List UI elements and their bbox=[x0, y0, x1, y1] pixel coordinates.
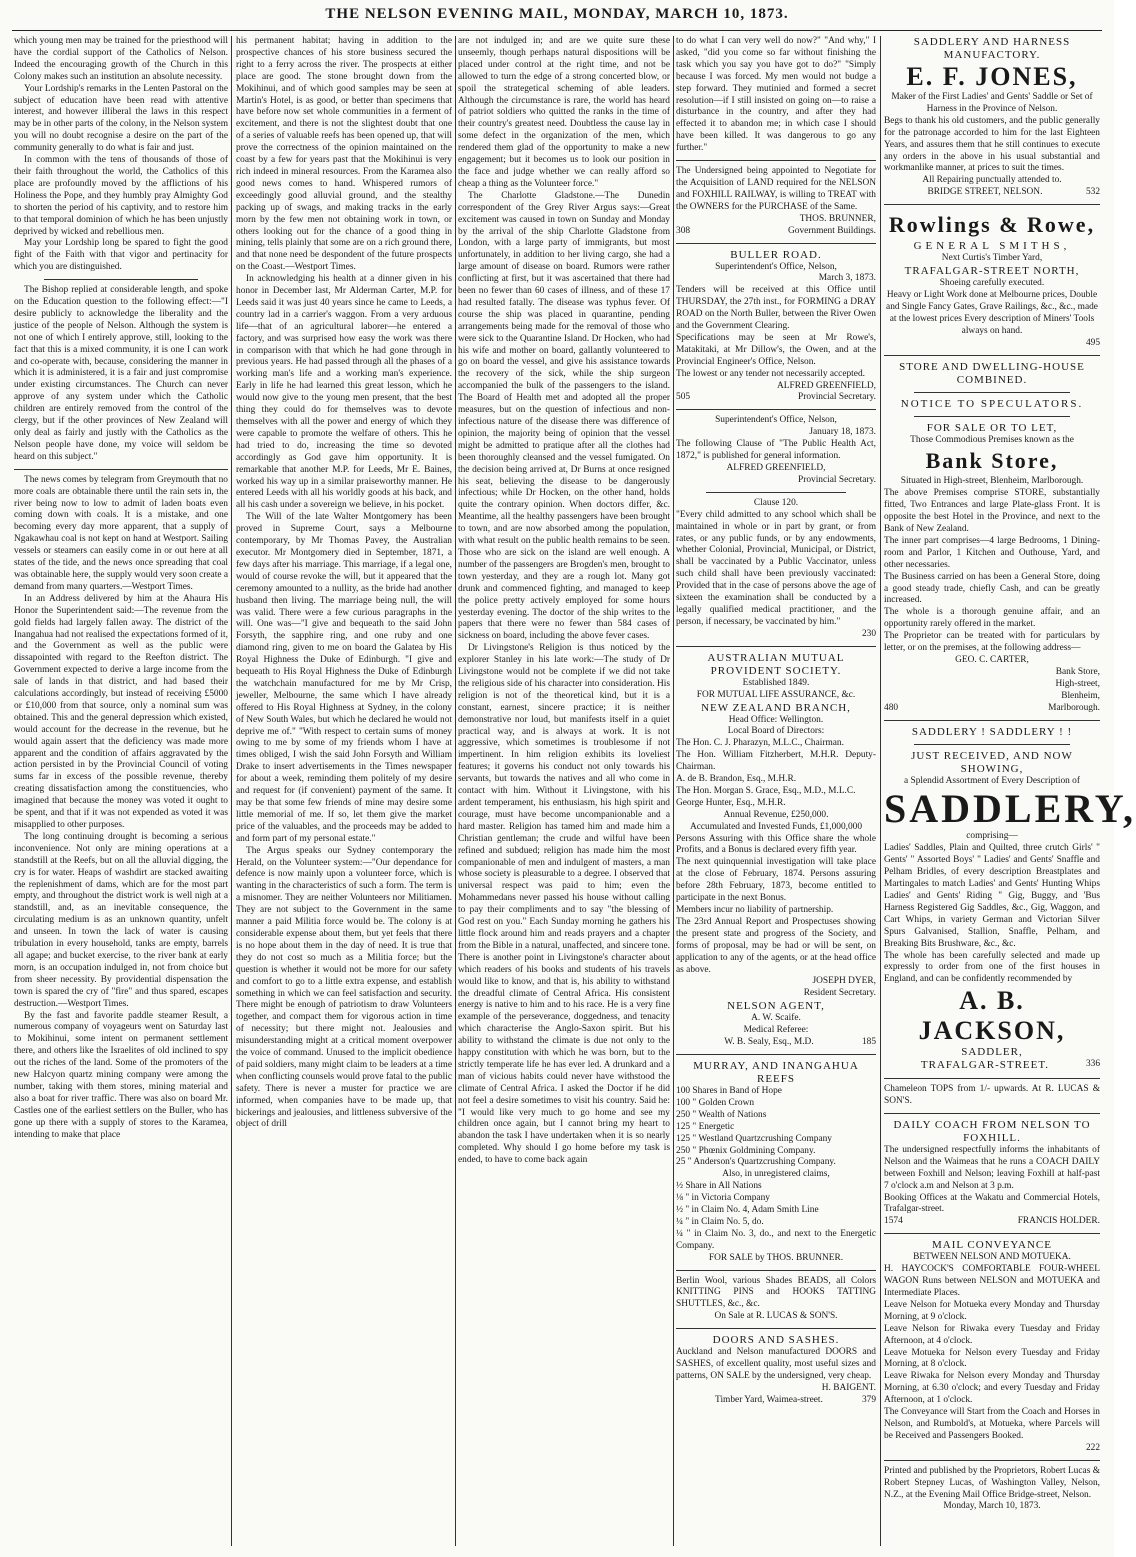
paragraph: The news comes by telegram from Greymouth that no more coals are obtainable there until the rain sets in, the river being now to low to admit of laden boats even coming down with coals. It is a mistake, and one becoming every day more apparent, that a supply of Ngakawhau coal is not kept on hand at Westport. Sailing vessels or steamers can easily come in or out here at all states of the tide, and the news once spreading that coal was obtainable here, the supply would very soon create a demand from many quarters.—Westport Times. bbox=[14, 474, 228, 592]
ad-subheading: JUST RECEIVED, AND NOW SHOWING, bbox=[911, 749, 1073, 775]
column-divider bbox=[455, 36, 456, 1546]
ad-body: The following Clause of "The Public Health Act, 1872," is published for general information. bbox=[676, 439, 876, 462]
separator bbox=[676, 1054, 876, 1055]
ad-subheading: Those Commodious Premises known as the bbox=[910, 434, 1074, 445]
ad-number: 532 bbox=[1085, 187, 1100, 198]
ad-heading: SADDLERY ! SADDLERY ! ! bbox=[911, 725, 1073, 738]
share-item: ⅛ " in Victoria Company bbox=[676, 1193, 770, 1204]
ad-signature-line: High-street, bbox=[1055, 678, 1100, 689]
director: The Hon. William Fitzherbert, M.H.R. Deputy-Chairman. bbox=[676, 750, 876, 773]
ad-number: 230 bbox=[861, 628, 876, 639]
clause-heading: Clause 120. bbox=[753, 497, 799, 508]
saddlery-title: SADDLERY, bbox=[884, 786, 1136, 832]
column-5 bbox=[884, 36, 1136, 1546]
separator bbox=[884, 720, 1100, 721]
ad-signature-title: Government Buildings. bbox=[787, 225, 876, 236]
timetable-line: Leave Nelson for Riwaka every Tuesday and Friday Afternoon, at 4 o'clock. bbox=[884, 1323, 1100, 1346]
ad-heading: DOORS AND SASHES. bbox=[712, 1334, 840, 1347]
ad-location: Situated in High-street, Blenheim, Marlborough. bbox=[900, 476, 1084, 487]
ad-branch: NEW ZEALAND BRANCH, bbox=[701, 701, 851, 714]
share-item: 25 " Anderson's Quartzcrushing Company. bbox=[676, 1157, 836, 1168]
ad-body: Members incur no liability of partnership. bbox=[676, 905, 834, 915]
share-item: 100 Shares in Band of Hope bbox=[676, 1085, 782, 1096]
ad-body: Heavy or Light Work done at Melbourne prices, Double and Single Fancy Gates, Grave Railings, &c., &c., made at the lowest prices Every description of Miners' Tools always on hand. bbox=[886, 289, 1098, 336]
paragraph: In common with the tens of thousands of those of their faith throughout the world, the Catholics of this place are profoundly moved by the afflictions of his Holiness the Pope, and they humbly pray Almighty God to shorten the period of his captivity, and to restore him to that temporal dominion of which he has been unjustly deprived by wicked and rebellious men. bbox=[14, 155, 228, 237]
rowlings-advertisement bbox=[884, 210, 1100, 349]
separator bbox=[884, 355, 1100, 356]
ad-signature: THOS. BRUNNER, bbox=[799, 213, 876, 224]
ad-heading: AUSTRALIAN MUTUAL PROVIDENT SOCIETY. bbox=[707, 651, 845, 677]
ad-signature: On Sale at R. LUCAS & SON'S. bbox=[714, 1311, 838, 1322]
ad-number: 222 bbox=[1085, 1442, 1100, 1453]
jones-name: E. F. JONES, bbox=[906, 62, 1078, 91]
separator bbox=[884, 1460, 1100, 1461]
doors-advertisement bbox=[676, 1334, 876, 1407]
reefs-advertisement bbox=[676, 1060, 876, 1265]
ad-date: March 3, 1873. bbox=[818, 273, 876, 284]
ad-signature: FOR SALE by THOS. BRUNNER. bbox=[708, 1252, 844, 1263]
separator bbox=[676, 1270, 876, 1271]
rowlings-name: Rowlings & Rowe, bbox=[888, 212, 1096, 238]
ad-signature: JOSEPH DYER, bbox=[812, 976, 876, 987]
public-health-advertisement bbox=[676, 415, 876, 640]
berlin-wool-advertisement bbox=[676, 1276, 876, 1324]
ad-heading: BULLER ROAD. bbox=[730, 248, 822, 261]
ad-revenue: Annual Revenue, £250,000. bbox=[723, 809, 829, 820]
director: The Hon. Morgan S. Grace, Esq., M.D., M.L.C. bbox=[676, 785, 856, 796]
ad-heading: NOTICE TO SPECULATORS. bbox=[900, 397, 1084, 410]
ad-signature-line: Marlborough. bbox=[1048, 702, 1100, 713]
ad-subheading: Also, in unregistered claims, bbox=[722, 1169, 830, 1180]
ad-body: The undersigned respectfully informs the inhabitants of Nelson and the Waimeas that he runs a COACH DAILY between Foxhill and Nelson; leaving Foxhill at half-past 7 o'clock a.m and Nelson at 3 p.m. bbox=[884, 1144, 1100, 1191]
ad-number: 495 bbox=[1085, 337, 1100, 348]
column-divider bbox=[673, 36, 674, 1546]
ad-subheading: a Splendid Assortment of Every Description of bbox=[903, 775, 1080, 786]
ad-signature-title: Provincial Secretary. bbox=[797, 474, 876, 485]
ad-heading: MURRAY, AND INANGAHUA REEFS bbox=[693, 1059, 859, 1085]
ad-number: 336 bbox=[1085, 1059, 1100, 1070]
chameleon-advertisement bbox=[884, 1084, 1100, 1108]
ad-body: The above Premises comprise STORE, substantially fitted, Two Entrances and large Plate-glass Front. It is opposite the best Hotel in the Province, and next to the Bank of New Zealand. bbox=[884, 488, 1100, 535]
ad-signature-line: Blenheim, bbox=[1061, 690, 1100, 701]
ad-body: The inner part comprises—4 large Bedrooms, 1 Dining-room and Parlor, 1 Kitchen and Outhouse, Yard, and other necessaries. bbox=[884, 535, 1100, 570]
ad-office: Superintendent's Office, Nelson, bbox=[715, 415, 837, 426]
ad-number: 1574 bbox=[884, 1216, 903, 1227]
ad-body: Specifications may be seen at Mr Rowe's, Matakitaki, at Mr Dillow's, the Owen, and at the Provincial Engineer's Office, Nelson. bbox=[676, 332, 876, 367]
separator bbox=[884, 1113, 1100, 1114]
director: The Hon. C. J. Pharazyn, M.L.C., Chairman. bbox=[676, 738, 844, 749]
separator bbox=[676, 646, 876, 647]
separator bbox=[676, 409, 876, 410]
ad-subheading: FOR MUTUAL LIFE ASSURANCE, &c. bbox=[696, 689, 856, 700]
ad-number: 480 bbox=[884, 702, 899, 713]
masthead-rule bbox=[12, 30, 1102, 31]
jones-advertisement bbox=[884, 36, 1100, 199]
separator bbox=[884, 1078, 1100, 1079]
paragraph: In an Address delivered by him at the Ahaura His Honor the Superintendent said:—The revenue from the gold fields had largely fallen away. The district of the Inangahua had not realised the expectations formed of it, and the Government as well as the public were dissapointed with regard to the Reefton district. The Government expected to derive a large income from the sale of lands in that district, and had based their calculations accordingly, but instead of receiving £5000 or £10,000 from that source, only a nominal sum was obtained. This and the general depression which existed, would account for the decrease in the revenue, but he would again assert that the deficiency was made more apparent and the condition of affairs aggravated by the action persisted in by the Provincial Council of voting sums far in excess of the possible revenue, thereby creating dissatisfaction among the constituencies, who imagined that because the money was voted it ought to be spent, and that if it was not expended as voted it was misapplied to other purposes. bbox=[14, 593, 228, 830]
separator bbox=[884, 1233, 1100, 1234]
ad-heading: SADDLERY AND HARNESS MANUFACTORY. bbox=[913, 36, 1071, 61]
share-item: ½ Share in All Nations bbox=[676, 1181, 762, 1192]
separator bbox=[884, 204, 1100, 205]
ad-signature: ALFRED GREENFIELD, bbox=[777, 380, 876, 391]
ad-body: Auckland and Nelson manufactured DOORS and SASHES, of excellent quality, most useful sizes and patterns, ON SALE by the undersigned, very cheap. bbox=[676, 1347, 876, 1381]
ad-body: Berlin Wool, various Shades BEADS, all Colors KNITTING PINS and HOOKS TATTING SHUTTLES, &c., &c. bbox=[676, 1275, 876, 1310]
ad-body: The 23rd Annual Report and Prospectuses showing the present state and progress of the Society, and forms of proposal, may be had or will be sent, on application to any of the agents, or at the head office as above. bbox=[676, 916, 876, 975]
ad-body: Next Curtis's Timber Yard, bbox=[941, 253, 1043, 264]
share-item: 250 " Phœnix Goldmining Company. bbox=[676, 1145, 816, 1156]
ad-signature: ALFRED GREENFIELD, bbox=[726, 463, 826, 473]
ad-body: All Repairing punctually attended to. bbox=[922, 175, 1062, 186]
timetable-line: Leave Nelson for Motueka every Monday and Thursday Morning, at 9 o'clock. bbox=[884, 1299, 1100, 1322]
paragraph: are not indulged in; and are we quite sure these unseemly, though perhaps natural dispositions will be placed under control at the right time, and not be allowed to turn the edge of a strong concerted blow, or spoil the strategetical scheming of able leaders. Although the circumstance is rare, the world has heard of patriot soldiers who quitted the ranks in the time of their country's greatest need. Doubtless the cause lay in some defect in the organization of the men, which rendered them glad of the opportunity to make a new engagement; but it becomes us to look our position in the face and judge whether we can really afford so cheap a thing as the Volunteer force." bbox=[458, 36, 670, 189]
column-divider bbox=[231, 36, 232, 1546]
share-item: ½ " in Claim No. 4, Adam Smith Line bbox=[676, 1205, 819, 1216]
share-item: ¼ " in Claim No. 5, do. bbox=[676, 1216, 764, 1227]
ad-body: The Business carried on has been a General Store, doing a good steady trade, chiefly Cash, and can be greatly increased. bbox=[884, 571, 1100, 606]
land-advertisement bbox=[676, 166, 876, 237]
ad-body: Begs to thank his old customers, and the public generally for the patronage accorded to him for the last Eighteen Years, and assures them that he still continues to execute any orders in the above in his usual substantial and workmanlike manner, at prices to suit the times. bbox=[884, 115, 1100, 174]
bank-store-advertisement bbox=[884, 361, 1100, 715]
ad-body: Persons Assuring with this Office share the whole Profits, and a Bonus is declared every fifth year. bbox=[676, 833, 876, 856]
ad-heading: FOR SALE OR TO LET, bbox=[926, 421, 1058, 434]
paragraph: The Bishop replied at considerable length, and spoke on the Education question to the following effect:—"I desire publicly to acknowledge the liberality and the justice of the people of Nelson. Although the system is not one of which I entirely approve, still, looking to the fact that this is a mixed community, it is one I can work and co-operate with, because, considering the manner in which it is administered, it is a fair and just compromise under existing circumstances. The Church can never approve of any system under which the Catholic children are entirely removed from the control of the clergy, but if the other provinces of New Zealand will only deal as fairly and justly with the Catholics as the Nelson people have done, my voice will seldom be heard on this subject." bbox=[14, 285, 228, 462]
ad-body: Chameleon TOPS from 1/- upwards. At R. LUCAS & SON'S. bbox=[884, 1084, 1100, 1107]
ad-signature-title: Resident Secretary. bbox=[803, 988, 876, 999]
paragraph: The Argus speaks our Sydney contemporary the Herald, on the Volunteer system:—"Our dependance for defence is now mainly upon a volunteer force, which is wanting in the characteristics of such a form. The term is a misnomer. They are neither Volunteers nor Militiamen. They are not subject to the Government in the same manner a paid Militia force would be. The colony is at considerable expense about them, but yet feels that there is no hope about them in the day of need. It is true that they do not cost so much as a Militia force; but the question is whether it would not be more for our safety and comfort to go to a little extra expense, and establish something in which we can feel satisfaction and security. There might be enough of patriotism to draw Volunteers together, and compact them for vigorous action in time of necessity; but there might not. Jealousies and misunderstanding might at a critical moment overpower the voice of command. Unused to the implicit obedience of paid soldiers, many might claim to be leaders at a time when conflicting counsels would prove fatal to the public safety. There is never a muster for practice we are informed, when companies have to be made up, that bickerings and jealousies, and littleness subversive of the object of drill bbox=[236, 845, 452, 1130]
ad-address: TRAFALGAR-STREET NORTH, bbox=[904, 265, 1080, 278]
share-item: 100 " Golden Crown bbox=[676, 1097, 755, 1108]
ad-heading: STORE AND DWELLING-HOUSE COMBINED. bbox=[899, 360, 1085, 386]
ad-body: The next quinquennial investigation will take place at the close of February, 1874. Persons assuring before 28th February, 1873, become entitled to participate in the next Bonus. bbox=[676, 857, 876, 904]
separator bbox=[44, 279, 198, 280]
bank-store-name: Bank Store, bbox=[925, 448, 1059, 474]
ad-number: 379 bbox=[861, 1394, 876, 1405]
share-item: 125 " Westland Quartzcrushing Company bbox=[676, 1133, 832, 1144]
ad-agent-name: A. W. Scaife. bbox=[751, 1013, 801, 1024]
ad-subheading: Maker of the First Ladies' and Gents' Saddle or Set of Harness in the Province of Nelson. bbox=[891, 92, 1093, 114]
director: George Hunter, Esq., M.H.R. bbox=[676, 797, 786, 808]
column-4 bbox=[676, 36, 876, 1546]
ad-comprising: comprising— bbox=[966, 831, 1018, 842]
share-item: ¼ " in Claim No. 3, do., and next to the Energetic Company. bbox=[676, 1228, 876, 1251]
ad-body: The Undersigned being appointed to Negotiate for the Acquisition of LAND required for the NELSON and FOXHILL RAILWAY, is willing to TREAT with the OWNERS for the PURCHASE of the Same. bbox=[676, 166, 876, 212]
ad-subheading: BETWEEN NELSON AND MOTUEKA. bbox=[913, 1252, 1071, 1263]
buller-road-advertisement bbox=[676, 249, 876, 405]
paragraph: The Will of the late Walter Montgomery has been proved in Supreme Court, says a Melbourne contemporary, by Mr Thomas Pavey, the Australian executor. Mr Montgomery died in September, 1871, a few days after his marriage. This marriage, if a legal one, would of course revoke the will, but it appeared that the ceremony amounted to a nullity, as the bride had another husband then living. The marriage being null, the will was valid. There were a few curious paragraphs in the will. One was—"I give and bequeath to the said John Forsyth, the sapphire ring, and one ruby and one diamond ring, given to me on board the Galatea by His Royal Highness the Duke of Edinburgh. "I give and bequeath to His Royal Highness the Duke of Edinburgh the watchchain manufactured for me by Mr Crisp, jeweller, Melbourne, the same which I have already offered to His Royal Highness at Sydney, in the colony of New South Wales, but which he declared he would not deprive me of." "With respect to certain sums of money owing to me by some of my friends whom I have at times obliged, I wish the said John Forsyth and William Drake to insert advertisements in the Times newspaper for about a week, reminding them politely of my desire and request for (if convenient) payment of the same. It may be that some few friends of mine may desire some little memorial of me. If so, let them give the market price of the valuables, and the proceeds may be added to and form part of my personal estate." bbox=[236, 512, 452, 844]
paragraph: May your Lordship long be spared to fight the good fight of the Faith with that vigor and pertinacity for which you are distinguished. bbox=[14, 238, 228, 273]
ad-signature: GEO. C. CARTER, bbox=[955, 655, 1029, 665]
saddlery-advertisement bbox=[884, 725, 1136, 1074]
imprint bbox=[884, 1466, 1100, 1514]
clause-body: "Every child admitted to any school which shall be maintained in whole or in part by grant, or from rates, or any public funds, or by any endowments, whether Colonial, Provincial, Municipal, or District, shall be vaccinated by a Public Vaccinator, unless such child shall have been previously vaccinated: Provided that in the case of persons above the age of sixteen the examination shall be conducted by a legally qualified medical practitioner, and the person, if necessary, be vaccinated by him." bbox=[676, 509, 876, 627]
ad-body: H. HAYCOCK'S COMFORTABLE FOUR-WHEEL WAGON Runs between NELSON and MOTUEKA and Intermediate Places. bbox=[884, 1264, 1100, 1298]
ad-body: The whole is a thorough genuine affair, and an opportunity rarely offered in the market. bbox=[884, 607, 1100, 630]
ad-number: 185 bbox=[861, 1037, 876, 1048]
separator bbox=[706, 492, 846, 493]
ad-address: Timber Yard, Waimea-street. bbox=[715, 1394, 823, 1405]
ad-referee-name: W. B. Sealy, Esq., M.D. bbox=[724, 1037, 814, 1048]
ad-signature: FRANCIS HOLDER. bbox=[1017, 1216, 1100, 1227]
ad-office: Head Office: Wellington. bbox=[728, 714, 824, 725]
ad-body: The lowest or any tender not necessarily accepted. bbox=[676, 368, 865, 379]
ad-body: Booking Offices at the Wakatu and Commercial Hotels, Trafalgar-street. bbox=[884, 1192, 1100, 1215]
paragraph: which young men may be trained for the priesthood will have the cordial support of the Catholics of Nelson. Indeed the encouraging growth of the Church in this Colony makes such an institution an absolute necessity. bbox=[14, 36, 228, 82]
separator bbox=[14, 469, 228, 470]
coach-advertisement bbox=[884, 1119, 1100, 1228]
imprint-text: Printed and published by the Proprietors, Robert Lucas & Robert Stepney Lucas, of Washington Valley, Nelson, N.Z., at the Evening Mail Office Bridge-street, Nelson. bbox=[884, 1465, 1100, 1500]
paragraph: By the fast and favorite paddle steamer Result, a numerous company of voyageurs went on Saturday last to Mokihinui, some intent on permanent settlement there, and others like the Israelites of old inclined to spy out the riches of the land. Some of the promoters of the new Halcyon quartz mining company were among the number, taking with them stores, mining material and also a boat for river traffic. There was also on board Mr. Castles one of the earliest settlers on the Buller, who has gone up there with a supply of stores to the Karamea, intending to make that place bbox=[14, 1010, 228, 1140]
ad-number: 505 bbox=[676, 392, 691, 403]
ad-signature-line: Bank Store, bbox=[1055, 666, 1100, 677]
timetable-line: The Conveyance will Start from the Coach and Horses in Nelson, and Rumbold's, at Motueka, where Parcels will be Received and Passengers Booked. bbox=[884, 1407, 1100, 1441]
masthead: THE NELSON EVENING MAIL, MONDAY, MARCH 10, 1873. bbox=[325, 6, 789, 22]
amp-society-advertisement bbox=[676, 652, 876, 1049]
saddlery-items: Ladies' Saddles, Plain and Quilted, three crutch Girls' " Gents' " Assorted Boys' " Ladies' and Gents' Snaffle and Pelham Bridles, of every description Breastplates and Martingales to match Ladies' and Gents' Hunting Whips Ladies' and Gents' Riding " Gig, Buggy, and 'Bus Harness Registered Gig Saddles, &c., Gig, Waggon, and Cart Whips, in variety German and Victorian Silver Spurs Galvanised, Stallion, Snaffle, Pelham, and Breaking Bits Brushware, &c., &c. bbox=[884, 843, 1100, 949]
separator bbox=[676, 243, 876, 244]
timetable-line: Leave Motueka for Nelson every Tuesday and Friday Morning, at 8 o'clock. bbox=[884, 1347, 1100, 1370]
director: A. de B. Brandon, Esq., M.H.R. bbox=[676, 774, 797, 785]
column-2 bbox=[236, 36, 452, 1546]
ad-subheading: SADDLER, bbox=[961, 1046, 1023, 1059]
ad-subheading: GENERAL SMITHS, bbox=[913, 240, 1071, 253]
paragraph: Your Lordship's remarks in the Lenten Pastoral on the subject of education have been read with attentive interest, and however illiberal the laws in this respect may be in other parts of the colony, in the Nelson system you will no doubt recognise a desire on the part of the community generally to do what is fair and just. bbox=[14, 83, 228, 154]
ad-office: Superintendent's Office, Nelson, bbox=[715, 261, 837, 272]
ad-heading: MAIL CONVEYANCE bbox=[931, 1239, 1052, 1252]
timetable-line: Leave Riwaka for Nelson every Monday and Thursday Morning, at 6.30 o'clock; and every Tuesday and Friday Afternoon, at 1 o'clock. bbox=[884, 1371, 1100, 1406]
ad-heading: DAILY COACH FROM NELSON TO FOXHILL. bbox=[893, 1118, 1091, 1144]
ad-referee: Medical Referee: bbox=[743, 1025, 809, 1036]
ad-funds: Accumulated and Invested Funds, £1,000,000 bbox=[689, 821, 863, 832]
paragraph: his permanent habitat; having in addition to the prospective chances of his store business secured the right to a ferry across the river. The prospects at either place are good. The stone brought down from the Mokihinui, and of which good samples may be seen at Martin's Hotel, is as good, or better than specimens that have before now set whole communities in a ferment of excitement, and there is not the slightest doubt that one of a series of valuable reefs has been opened up, that will prove the correctness of the opinion maintained on the coast by a few for years past that the Mokihinui is very rich indeed in mineral resources. From the Karamea also good news comes to hand. Whispered rumors of exceedingly good alluvial ground, and the stealthy packing up of swags, and making tracks in the early morn by the few men not obtaining work in town, or others looking out for the chance of a good thing in mining, tells plainly that some are on a rich ground there, and that none need be despondent of the future prospects on the Coast.—Westport Times. bbox=[236, 36, 452, 273]
paragraph: Dr Livingstone's Religion is thus noticed by the explorer Stanley in his late work:—The study of Dr Livingstone would not be complete if we did not take the religious side of his character into consideration. His religion is not of the theoretical kind, but it is a constant, earnest, sincere practice; it is neither demonstrative nor loud, but manifests itself in a quiet practical way, and is always at work. It is not aggressive, which sometimes is troublesome if not impertinent. In him religion exhibits its loveliest features; it governs his conduct not only towards his servants, but towards the natives and all who come in contact with him. Without it Livingstone, with his ardent temperament, his enthusiasm, his high spirit and courage, must have become uncompanionable and a hard master. Religion has tamed him and made him a Christian gentleman; the crude and wilful have been refined and subdued; religion has made him the most companionable of men and indulgent of masters, a man whose society is pleasurable to a degree. I observed that universal respect was paid to him; even the Mohammedans never passed his house without calling to pay their compliments and to say "the blessing of God rest on you." Each Sunday morning he gathers his little flock around him and reads prayers and a chapter from the Bible in a natural, unaffected, and sincere tone. There is another point in Livingstone's character about which readers of his books and students of his travels would like to know, and that is, his ability to withstand the dreadful climate of Central Africa. His consistent energy is native to him and to his race. He is a very fine example of the perseverance, doggedness, and tenacity which characterise the Anglo-Saxon spirit. But his ability to withstand the climate is due not only to the happy constitution with which he was born, but to the strictly temperate life he has ever led. A drunkard and a man of vicious habits could never have withstood the climate of Central Africa. I asked the Doctor if he did not feel a desire sometimes to visit his country. Said he: "I would like very much to go home and see my children once again, but I cannot bring my heart to abandon the task I have undertaken when it is so nearly completed. Why should I go home before my task is ended, to have to come back again bbox=[458, 643, 670, 1166]
ad-body: The whole has been carefully selected and made up expressly to order from one of the first houses in England, and can be confidently recommended by bbox=[884, 950, 1100, 985]
ad-address: BRIDGE STREET, NELSON. bbox=[927, 187, 1043, 198]
ad-signature-title: Provincial Secretary. bbox=[797, 392, 876, 403]
ad-body: The Proprietor can be treated with for particulars by letter, or on the premises, at the following address— bbox=[884, 631, 1100, 654]
ad-established: Established 1849. bbox=[742, 677, 810, 688]
ad-board: Local Board of Directors: bbox=[727, 726, 825, 737]
mail-conveyance-advertisement bbox=[884, 1239, 1100, 1454]
paragraph: to do what I can very well do now?" "And why," I asked, "did you come so far without finishing the task which you say you have got to do?" "Simply because I was forced. My men would not budge a step forward. They mutinied and formed a secret resolution—if I still insisted on going on—to raise a disturbance in the country, and after they had effected it to abandon me; in which case I should have been killed. It was dangerous to go any further." bbox=[676, 36, 876, 154]
ad-agent: NELSON AGENT, bbox=[727, 1000, 825, 1013]
separator bbox=[914, 392, 1070, 393]
separator bbox=[676, 1328, 876, 1329]
separator bbox=[914, 744, 1070, 745]
ad-signature: H. BAIGENT. bbox=[821, 1382, 876, 1393]
separator bbox=[914, 416, 1070, 417]
ad-date: January 18, 1873. bbox=[809, 427, 876, 438]
ad-body: Shoeing carefully executed. bbox=[939, 278, 1045, 289]
paragraph: The long continuing drought is becoming a serious inconvenience. Not only are mining operations at a standstill at the Reefs, but on all the alluvial digging, the cry is for water. Heaps of washdirt are stacked awaiting the replenishment of dams, which are for the most part empty, and throughout the district work is well nigh at a standstill, and, as an inevitable consequence, the circulating medium is as an unknown quantity, unfelt and unseen. In town the lack of water is causing tribulation in every household, tanks are empty, barrels all agape; and bucket exercise, to the river bank at early morn, is an occupation indulged in, not from choice but from sheer necessity. By providential dispensation the town is spared the cry of "fire" and thus spared, escapes destruction.—Westport Times. bbox=[14, 831, 228, 1009]
ad-address: TRAFALGAR-STREET. bbox=[920, 1059, 1050, 1072]
column-1 bbox=[14, 36, 228, 1546]
separator bbox=[676, 160, 876, 161]
imprint-date: Monday, March 10, 1873. bbox=[943, 1501, 1041, 1512]
column-divider bbox=[880, 36, 881, 1546]
jackson-name: A. B. JACKSON, bbox=[918, 986, 1066, 1046]
share-item: 250 " Wealth of Nations bbox=[676, 1109, 767, 1120]
column-3 bbox=[458, 36, 670, 1546]
paragraph: In acknowledging his health at a dinner given in his honor in December last, Mr Alderman Carter, M.P. for Leeds said it was just 40 years since he came to Leeds, a country lad in a carrier's waggon. From a very arduous life—that of an agricultural laborer—he entered a factory, and was surprised how easy the work was there in comparison with that which he had gone through in previous years. He had passed through all the phases of a working man's life and a working man's experience. Early in life he had learned this great lesson, which he would now give to the young men present, that the best thing they could do for themselves was to devote themselves with all the power and energy of which they were capable to promote the welfare of others. This he had tried to do, increasing the time so devoted accordingly as God gave him opportunity. It is remarkable that another M.P. for Leeds, Mr E. Baines, worked his way up in a similar praiseworthy manner. He entered Leeds with all his worldly goods at his back, and all his cash under a sovereign we believe, in his pocket. bbox=[236, 274, 452, 511]
ad-body: Tenders will be received at this Office until THURSDAY, the 27th inst., for FORMING a DRAY ROAD on the North Buller, between the River Owen and the Government Clearing. bbox=[676, 285, 876, 332]
ad-number: 308 bbox=[676, 225, 691, 236]
share-item: 125 " Energetic bbox=[676, 1121, 735, 1132]
paragraph: The Charlotte Gladstone.—The Dunedin correspondent of the Grey River Argus says:—Great excitement was caused in town on Sunday and Monday by the arrival of the ship Charlotte Gladstone from London, with a large party of immigrants, but most unfortunately, in addition to her living cargo, she had a large amount of disease on board. Rumors were rather conflicting at first, but it was ascertained that there had been no fewer than 60 cases of illness, and of these 17 had resulted fatally. The disease was typhus fever. Of course the ship was placed in quarantine, pending arrangements being made for the removal of those who were sick to the Quarantine Island. Dr Hocken, who had his wife and mother on board, gallantly volunteered to go on board the vessel, and give his assistance towards the recovery of the sick, while the ship surgeon accompanied the bulk of the passengers to the island. The Board of Health met and adopted all the proper measures, but on the question of infectious and non-infectious nature of the disease there was difference of opinion, the majority being of opinion that the vessel might be admitted to pratique after all the clothes had been thoroughly cleansed and the vessel fumigated. On the decision being arrived at, Dr Burns at once resigned his seat, believing the disease to be dangerously infectious; while Dr Hocken, on the other hand, holds quite the contrary opinion. When doctors differ, &c. Meantime, all the healthy passengers have been brought to town, and are now absorbed among the population, with what result on the public health remains to be seen. Those who are sick on the island are well enough. A number of the passengers are Brogden's men, brought to town yesterday, and they are a rough lot. Many got drunk and commenced fighting, and managed to keep the police pretty actively employed for some hours yesterday evening. The doctor of the ship writes to the papers that there were no fewer than 584 cases of sickness on board, including the above fever cases. bbox=[458, 190, 670, 642]
